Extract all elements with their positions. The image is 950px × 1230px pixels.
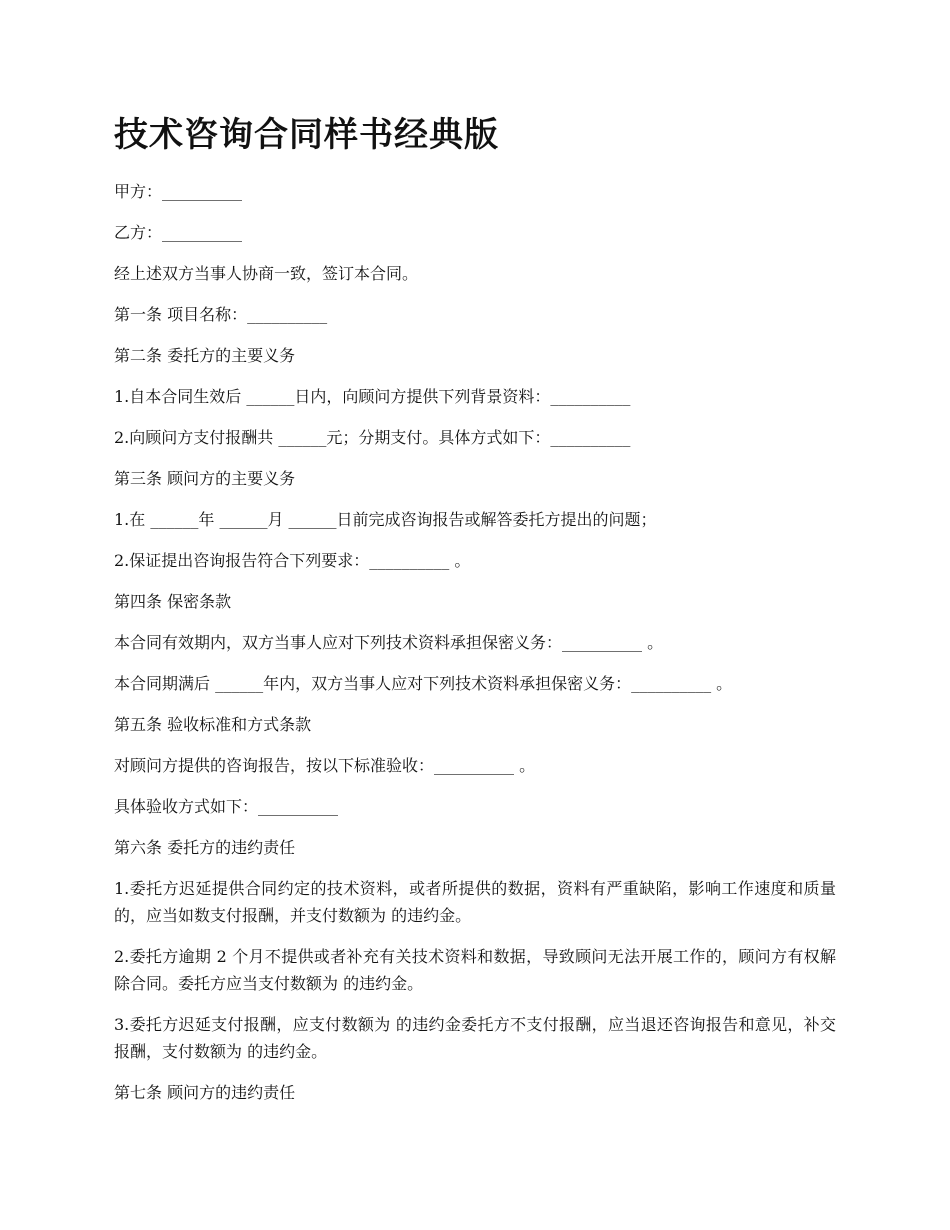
article-5-clause-2: 具体验收方式如下：__________: [114, 797, 339, 816]
article-3-heading: 第三条 顾问方的主要义务: [114, 469, 296, 488]
article-5-heading: 第五条 验收标准和方式条款: [114, 715, 312, 734]
agreement-statement: 经上述双方当事人协商一致，签订本合同。: [114, 264, 419, 283]
article-6-clause-2: 2.委托方逾期 2 个月不提供或者补充有关技术资料和数据，导致顾问无法开展工作的，顾问方有权解除合同。委托方应当支付数额为 的违约金。: [114, 947, 836, 993]
article-1-heading: 第一条 项目名称：__________: [114, 305, 328, 324]
document-page: [114, 112, 836, 1120]
article-2-clause-2: 2.向顾问方支付报酬共 ______元；分期支付。具体方式如下：__________: [114, 428, 631, 447]
article-2-heading: 第二条 委托方的主要义务: [114, 346, 296, 365]
article-6-clause-1: 1.委托方迟延提供合同约定的技术资料，或者所提供的数据，资料有严重缺陷，影响工作速度和质量的，应当如数支付报酬，并支付数额为 的违约金。: [114, 879, 836, 925]
document-title: 技术咨询合同样书经典版: [114, 115, 499, 155]
article-4-heading: 第四条 保密条款: [114, 592, 232, 611]
party-b-line: 乙方：__________: [114, 223, 243, 242]
article-2-clause-1: 1.自本合同生效后 ______日内，向顾问方提供下列背景资料：__________: [114, 387, 631, 406]
article-6-heading: 第六条 委托方的违约责任: [114, 838, 296, 857]
article-3-clause-1: 1.在 ______年 ______月 ______日前完成咨询报告或解答委托方提出的问题；: [114, 510, 657, 529]
article-7-heading: 第七条 顾问方的违约责任: [114, 1083, 296, 1102]
party-a-line: 甲方：__________: [114, 182, 243, 201]
article-5-clause-1: 对顾问方提供的咨询报告，按以下标准验收：__________ 。: [114, 756, 536, 775]
article-6-clause-3: 3.委托方迟延支付报酬，应支付数额为 的违约金委托方不支付报酬，应当退还咨询报告和意见，补交报酬，支付数额为 的违约金。: [114, 1015, 836, 1061]
article-4-clause-2: 本合同期满后 ______年内，双方当事人应对下列技术资料承担保密义务：__________ 。: [114, 674, 733, 693]
article-4-clause-1: 本合同有效期内，双方当事人应对下列技术资料承担保密义务：__________ 。: [114, 633, 664, 652]
article-3-clause-2: 2.保证提出咨询报告符合下列要求：__________ 。: [114, 551, 471, 570]
